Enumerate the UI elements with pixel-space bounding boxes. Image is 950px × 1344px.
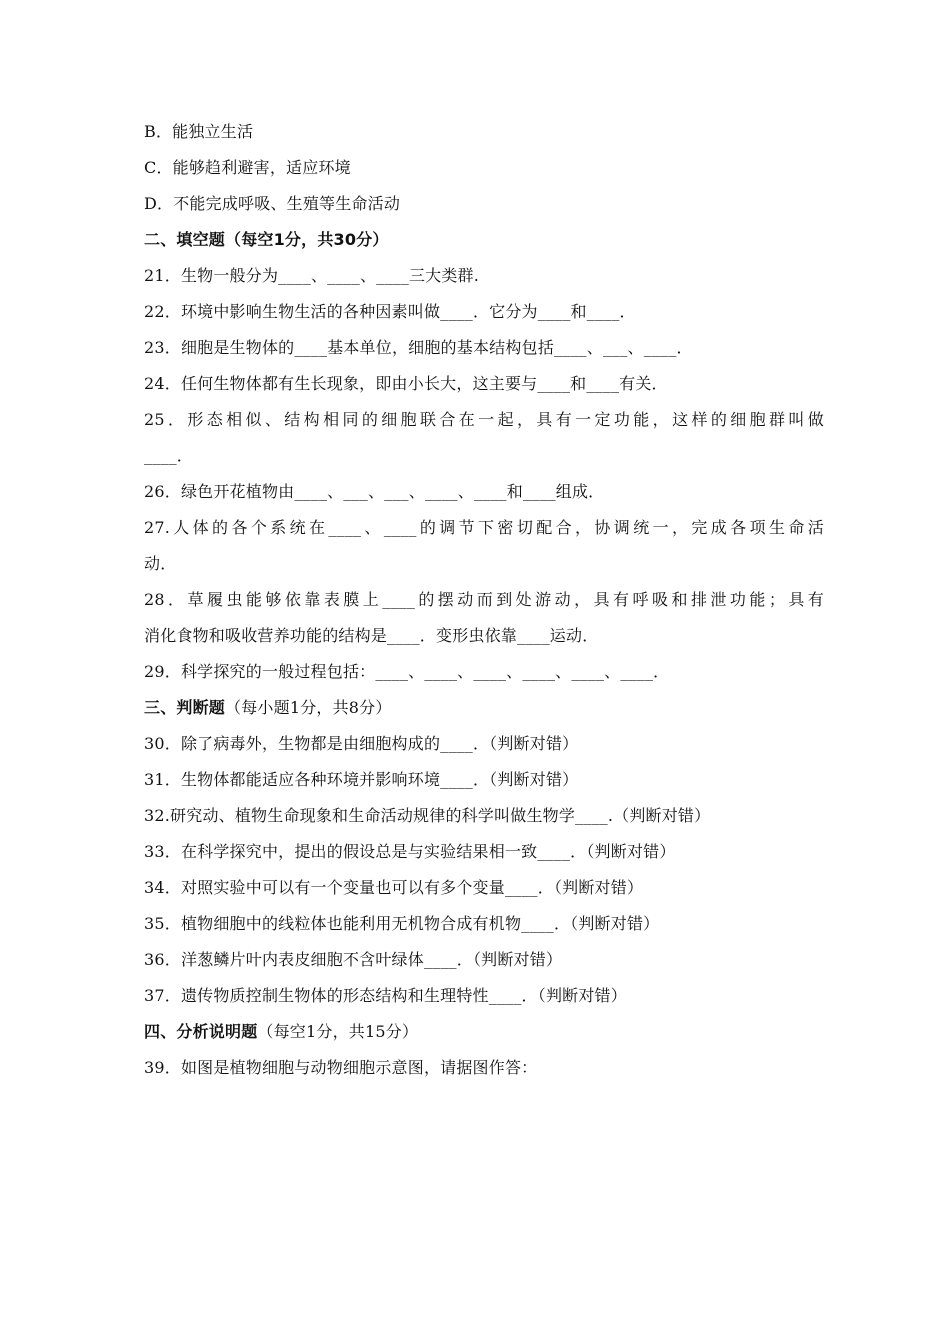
question-21: 21．生物一般分为____、____、____三大类群.: [144, 266, 480, 285]
question-27-line2: 动．: [144, 554, 177, 573]
question-22: 22．环境中影响生物生活的各种因素叫做____．它分为____和____．: [144, 302, 636, 321]
question-36: 36．洋葱鳞片叶内表皮细胞不含叶绿体____．（判断对错）: [144, 950, 563, 969]
question-31: 31．生物体都能适应各种环境并影响环境____．（判断对错）: [144, 770, 579, 789]
question-24: 24．任何生物体都有生长现象，即由小长大，这主要与____和____有关．: [144, 374, 668, 393]
question-39: 39．如图是植物细胞与动物细胞示意图，请据图作答：: [144, 1058, 538, 1077]
question-25-line2: ____．: [144, 446, 194, 465]
section-analysis-title: 四、分析说明题: [144, 1022, 258, 1041]
question-27-line1: 27.人体的各个系统在____、____的调节下密切配合，协调统一，完成各项生命活: [144, 518, 824, 537]
section-analysis-heading: [144, 1014, 824, 1050]
question-34: 34．对照实验中可以有一个变量也可以有多个变量____．（判断对错）: [144, 878, 644, 897]
section-fill-blank-heading: 二、填空题（每空1分，共30分）: [144, 230, 389, 249]
question-23: 23．细胞是生物体的____基本单位，细胞的基本结构包括____、___、____．: [144, 338, 693, 357]
question-25-line1: 25．形态相似、结构相同的细胞联合在一起，具有一定功能，这样的细胞群叫做: [144, 410, 824, 429]
question-32: 32.研究动、植物生命现象和生命活动规律的科学叫做生物学____.（判断对错）: [144, 806, 711, 825]
section-true-false-title: 三、判断题: [144, 698, 226, 717]
option-c: C．能够趋利避害，适应环境: [144, 158, 351, 177]
section-true-false-heading: [144, 690, 824, 726]
section-analysis-note: （每空1分，共15分）: [257, 1022, 419, 1041]
option-d: D．不能完成呼吸、生殖等生命活动: [144, 194, 401, 213]
question-37: 37．遗传物质控制生物体的形态结构和生理特性____．（判断对错）: [144, 986, 627, 1005]
section-true-false-note: （每小题1分，共8分）: [225, 698, 392, 717]
question-28-line2: 消化食物和吸收营养功能的结构是____．变形虫依靠____运动．: [144, 626, 599, 645]
question-26: 26．绿色开花植物由____、___、___、____、____和____组成．: [144, 482, 605, 501]
question-30: 30．除了病毒外，生物都是由细胞构成的____．（判断对错）: [144, 734, 579, 753]
option-b: B．能独立生活: [144, 122, 254, 141]
question-28-line1: 28．草履虫能够依靠表膜上____的摆动而到处游动，具有呼吸和排泄功能；具有: [144, 590, 824, 609]
question-33: 33．在科学探究中，提出的假设总是与实验结果相一致____．（判断对错）: [144, 842, 676, 861]
question-content: [144, 114, 824, 1086]
question-29: 29．科学探究的一般过程包括：____、____、____、____、____、____．: [144, 662, 670, 681]
question-35: 35．植物细胞中的线粒体也能利用无机物合成有机物____．（判断对错）: [144, 914, 660, 933]
